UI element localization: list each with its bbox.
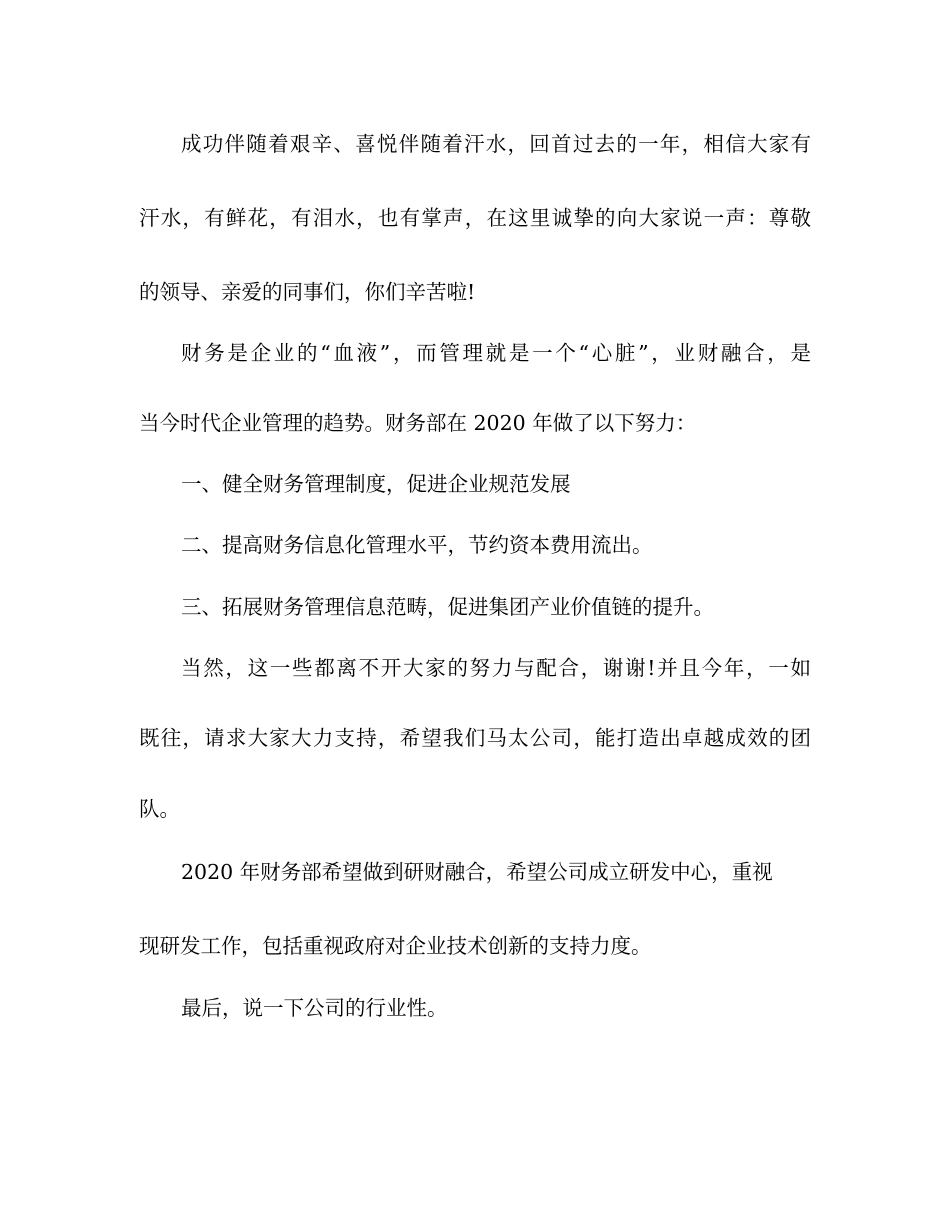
list-item-2: 二、提高财务信息化管理水平，节约资本费用流出。 xyxy=(181,533,653,557)
paragraph-4-line-1: 2020 年财务部希望做到研财融合，希望公司成立研发中心，重视 xyxy=(181,860,773,884)
paragraph-1-line-3: 的领导、亲爱的同事们，你们辛苦啦! xyxy=(139,280,476,304)
paragraph-4-line-2: 现研发工作，包括重视政府对企业技术创新的支持力度。 xyxy=(139,934,652,958)
paragraph-3-line-2: 既往，请求大家大力支持，希望我们马太公司，能打造出卓越成效的团 xyxy=(139,726,811,750)
paragraph-5-line-1: 最后，说一下公司的行业性。 xyxy=(181,996,448,1020)
paragraph-3-line-1: 当然，这一些都离不开大家的努力与配合，谢谢!并且今年，一如 xyxy=(181,656,811,680)
paragraph-2-line-1: 财务是企业的“血液”，而管理就是一个“心脏”，业财融合，是 xyxy=(181,341,811,365)
paragraph-3-line-3: 队。 xyxy=(139,797,180,821)
paragraph-1-line-1: 成功伴随着艰辛、喜悦伴随着汗水，回首过去的一年，相信大家有 xyxy=(181,132,811,156)
paragraph-1-line-2: 汗水，有鲜花，有泪水，也有掌声，在这里诚挚的向大家说一声：尊敬 xyxy=(139,206,811,230)
list-item-1: 一、健全财务管理制度，促进企业规范发展 xyxy=(181,472,571,496)
list-item-3: 三、拓展财务管理信息范畴，促进集团产业价值链的提升。 xyxy=(181,595,714,619)
paragraph-2-line-2: 当今时代企业管理的趋势。财务部在 2020 年做了以下努力： xyxy=(139,411,697,435)
